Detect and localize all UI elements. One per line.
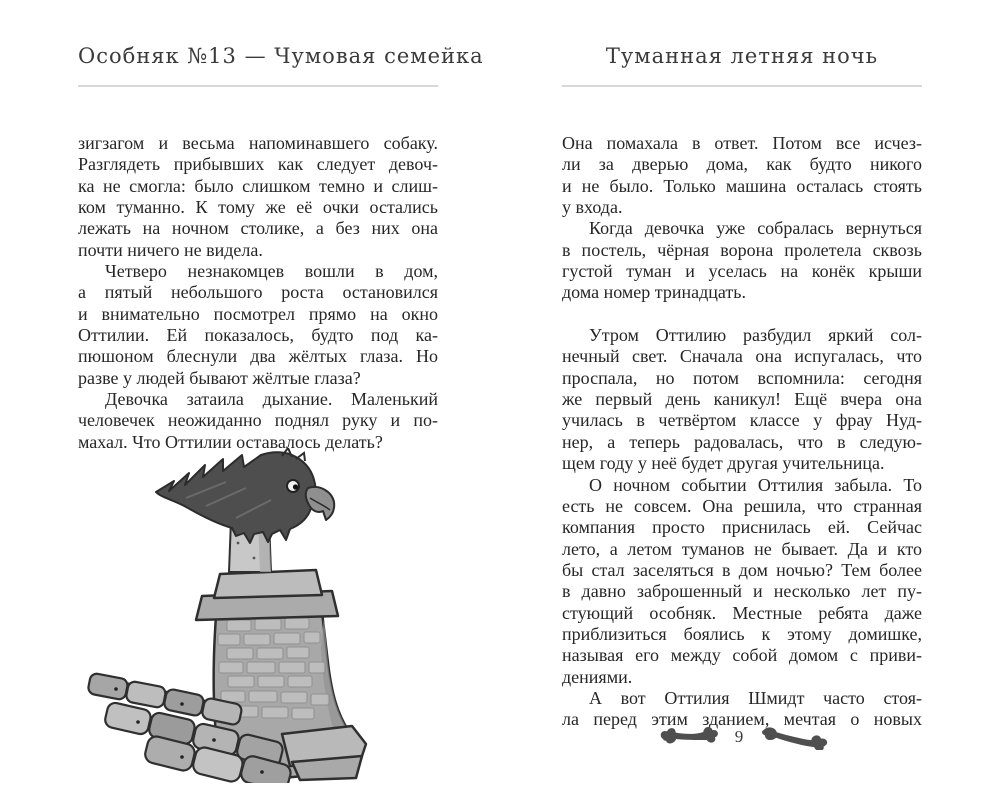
text-line: называя его между собой домом с приви-: [562, 645, 922, 666]
text-line: ком туманно. К тому же её очки остались: [78, 197, 438, 218]
text-line: ли за дверью дома, как будто никого: [562, 154, 922, 175]
page-footer: [562, 720, 922, 754]
right-page-body: [562, 133, 922, 731]
left-page: [78, 0, 484, 794]
text-line: лежать на ночном столике, а без них она: [78, 218, 438, 239]
text-line: О ночном событии Оттилия забыла. То: [589, 474, 922, 495]
text-line: Когда девочка уже собралась вернуться: [589, 218, 922, 239]
text-line: Утром Оттилию разбудил яркий сол-: [589, 325, 922, 346]
text-line: нер, а теперь радовалась, что в следую-: [562, 431, 922, 452]
bone-icon: [655, 725, 721, 749]
text-line: же первый день каникул! Ещё вчера она: [562, 389, 922, 410]
text-line: проспала, но потом вспомнила: сегодня: [562, 367, 922, 388]
right-page-header: Туманная летняя ночь: [605, 44, 879, 68]
text-line: есть не совсем. Она решила, что странная: [562, 495, 922, 516]
text-line: бы стал заселяться в дом ночью? Тем более: [562, 559, 922, 580]
text-line: ка не смогла: было слишком темно и слиш-: [78, 175, 438, 196]
text-line: дома номер тринадцать.: [562, 282, 746, 303]
bone-icon: [757, 724, 829, 750]
text-line: почти ничего не видела.: [78, 239, 263, 260]
text-line: компания просто приснилась ей. Сейчас: [562, 517, 922, 538]
text-line: Разглядеть прибывших как следует девоч-: [78, 154, 438, 175]
text-line: лето, а летом туманов не бывает. Да и кто: [562, 538, 922, 559]
text-line: в давно заброшенный и несколько лет пу-: [562, 581, 922, 602]
text-line: приблизиться боялись к этому домишке,: [562, 623, 922, 644]
text-line: Девочка затаила дыхание. Маленький: [105, 389, 438, 410]
text-line: А вот Оттилия Шмидт часто стоя-: [589, 687, 922, 708]
scene-break: [562, 304, 922, 325]
raven-on-chimney-illustration: [86, 448, 386, 783]
text-line: Четверо незнакомцев вошли в дом,: [105, 261, 438, 282]
right-page: [562, 0, 922, 794]
text-line: человечек неожиданно поднял руку и по-: [78, 410, 438, 431]
left-page-header: Особняк №13 — Чумовая семейка: [78, 44, 484, 68]
text-line: густой туман и уселась на конёк крыши: [562, 261, 922, 282]
text-line: Она помахала в ответ. Потом все исчез-: [562, 133, 922, 153]
text-line: у входа.: [562, 197, 623, 218]
text-line: и внимательно посмотрел прямо на окно: [78, 303, 438, 324]
text-line: щем году у неё будет другая учительница.: [562, 453, 885, 474]
text-line: в постель, чёрная ворона пролетела сквозь: [562, 239, 922, 260]
page-number: 9: [734, 727, 744, 746]
text-line: а пятый небольшого роста остановился: [78, 282, 438, 303]
text-line: зигзагом и весьма напоминавшего собаку.: [78, 133, 438, 153]
text-line: пюшоном блеснули два жёлтых глаза. Но: [78, 346, 438, 367]
text-line: стующий особняк. Местные ребята даже: [562, 602, 922, 623]
text-line: нечный свет. Сначала она испугалась, что: [562, 346, 922, 367]
text-line: и не было. Только машина осталась стоять: [562, 175, 922, 196]
text-line: ла перед этим зданием, мечтая о новых: [562, 709, 922, 730]
raven: [156, 448, 334, 543]
right-header-rule: [562, 85, 922, 87]
text-line: дениями.: [562, 666, 633, 687]
left-page-body: [78, 133, 438, 453]
text-line: махал. Что Оттилии оставалось делать?: [78, 431, 383, 452]
left-header-rule: [78, 85, 438, 87]
text-line: разве у людей бывают жёлтые глаза?: [78, 367, 361, 388]
chimney-cap: [196, 570, 338, 620]
text-line: Оттилии. Ей показалось, будто под ка-: [78, 325, 438, 346]
text-line: училась в четвёртом классе у фрау Нуд-: [562, 410, 922, 431]
